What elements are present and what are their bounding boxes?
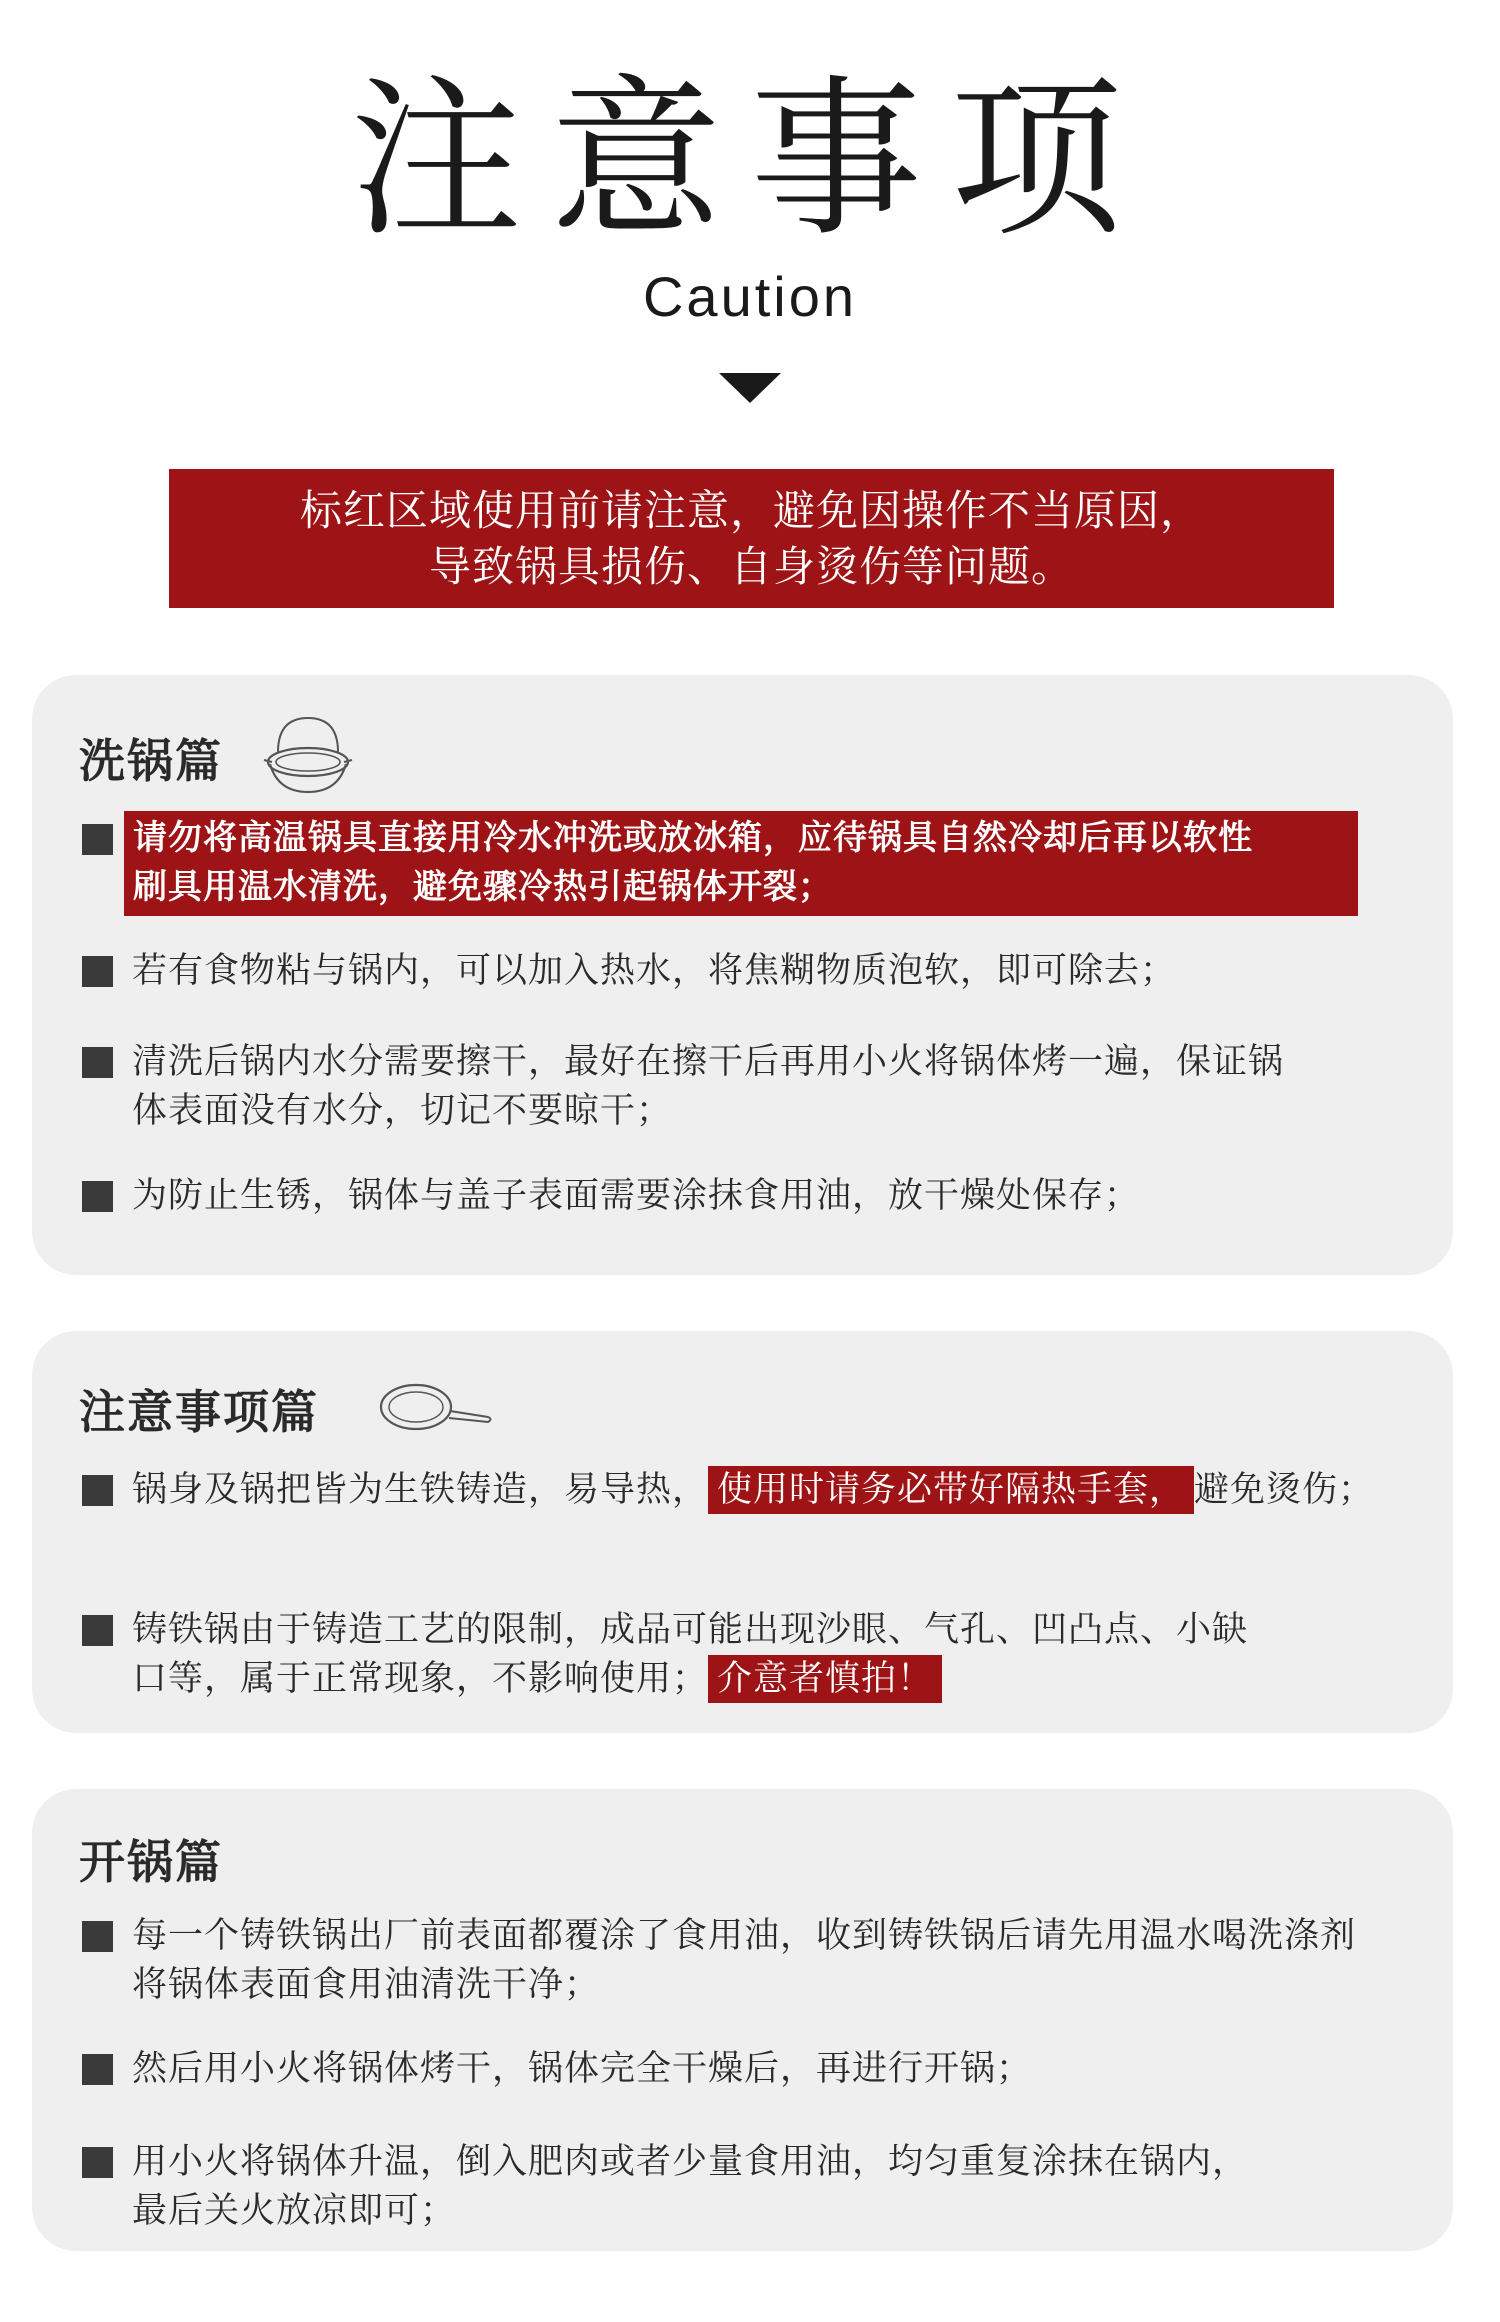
down-arrow-icon (719, 373, 781, 403)
list-item (132, 2138, 1248, 2236)
section-card-washing (32, 675, 1453, 1275)
item-line: 用小火将锅体升温，倒入肥肉或者少量食用油，均匀重复涂抹在锅内， (132, 2142, 1249, 2182)
bullet-icon (82, 2147, 113, 2178)
list-item (132, 1606, 1248, 1704)
item-text: 避免烫伤； (1194, 1470, 1375, 1510)
pot-icon (260, 712, 356, 799)
section-card-seasoning (32, 1789, 1453, 2251)
bullet-icon (82, 1615, 113, 1646)
item-line: 若有食物粘与锅内，可以加入热水，将焦糊物质泡软，即可除去； (132, 951, 1177, 991)
item-line: 每一个铸铁锅出厂前表面都覆涂了食用油，收到铸铁锅后请先用温水喝洗涤剂 (132, 1916, 1357, 1956)
item-text: 口等，属于正常现象，不影响使用； (132, 1659, 709, 1699)
list-item (132, 2045, 1032, 2094)
item-line: 刷具用温水清洗，避免骤冷热引起锅体开裂； (133, 867, 833, 907)
item-line: 清洗后锅内水分需要擦干，最好在擦干后再用小火将锅体烤一遍，保证锅 (132, 1042, 1285, 1082)
item-line: 请勿将高温锅具直接用冷水冲洗或放冰箱，应待锅具自然冷却后再以软性 (133, 818, 1253, 858)
item-line: 然后用小火将锅体烤干，锅体完全干燥后，再进行开锅； (132, 2049, 1033, 2089)
section-card-notes (32, 1331, 1453, 1733)
list-item (132, 1912, 1356, 2010)
item-line: 体表面没有水分，切记不要晾干； (132, 1091, 673, 1131)
bullet-icon (82, 824, 113, 855)
section-title: 洗锅篇 (79, 734, 223, 788)
page-subtitle: Caution (642, 265, 858, 328)
list-item (132, 1172, 1140, 1221)
item-text: 锅身及锅把皆为生铁铸造，易导热， (132, 1470, 709, 1510)
bullet-icon (82, 1047, 113, 1078)
warning-banner (169, 469, 1334, 608)
item-line: 为防止生锈，锅体与盖子表面需要涂抹食用油，放干燥处保存； (132, 1176, 1141, 1216)
list-item (132, 1466, 1374, 1515)
pan-icon (376, 1373, 496, 1439)
highlighted-text: 使用时请务必带好隔热手套， (708, 1466, 1194, 1514)
section-title: 注意事项篇 (79, 1385, 319, 1439)
page-title: 注意事项 (350, 59, 1150, 260)
list-item (132, 947, 1176, 996)
highlighted-warning (124, 811, 1358, 916)
bullet-icon (82, 1181, 113, 1212)
bullet-icon (82, 1475, 113, 1506)
highlighted-text: 介意者慎拍！ (708, 1655, 942, 1703)
item-line: 最后关火放凉即可； (132, 2191, 457, 2231)
section-title: 开锅篇 (79, 1835, 223, 1889)
bullet-icon (82, 2054, 113, 2085)
list-item (132, 1038, 1284, 1136)
banner-line: 导致锅具损伤、自身烫伤等问题。 (428, 542, 1074, 591)
bullet-icon (82, 1921, 113, 1952)
bullet-icon (82, 956, 113, 987)
item-line: 铸铁锅由于铸造工艺的限制，成品可能出现沙眼、气孔、凹凸点、小缺 (132, 1610, 1249, 1650)
banner-line: 标红区域使用前请注意，避免因操作不当原因， (299, 486, 1203, 535)
item-line: 将锅体表面食用油清洗干净； (132, 1965, 601, 2005)
